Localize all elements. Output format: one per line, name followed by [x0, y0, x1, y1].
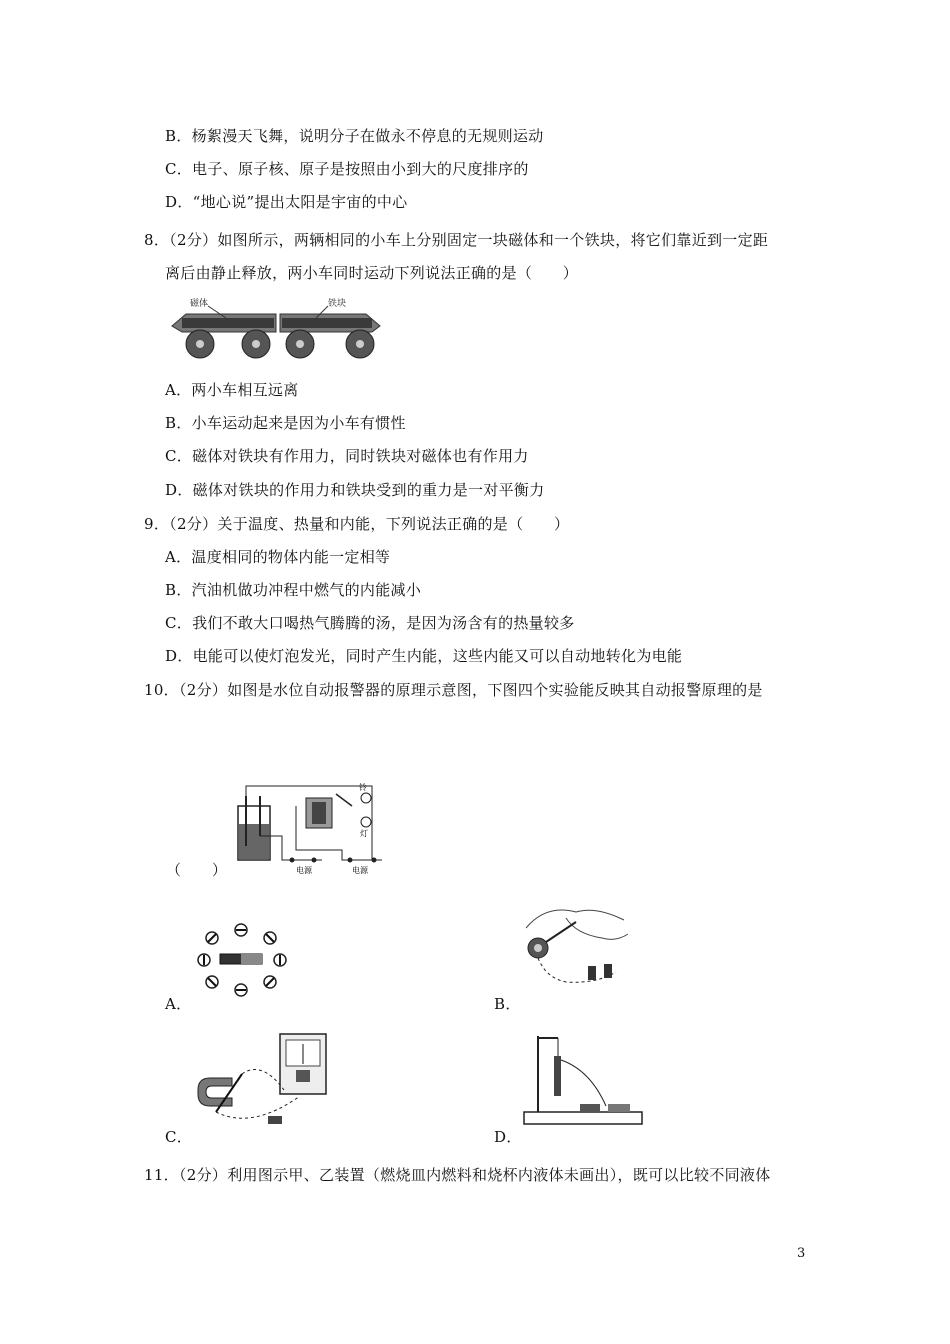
q9-option-a: A．温度相同的物体内能一定相等: [165, 548, 391, 566]
q10-alarm-circuit-figure: [232, 776, 392, 876]
bell-label: 铃: [359, 783, 367, 792]
q10-figure-d-stand: [520, 1030, 650, 1130]
q10-option-d-label: D．: [494, 1128, 522, 1146]
q10-figure-c-galvanometer: [192, 1030, 332, 1130]
q8-option-b: B．小车运动起来是因为小车有惯性: [165, 414, 406, 432]
q7-option-d: D．“地心说”提出太阳是宇宙的中心: [165, 193, 408, 211]
q7-option-b: B．杨絮漫天飞舞，说明分子在做永不停息的无规则运动: [165, 127, 544, 145]
q8-stem-line1: 8．（2分）如图所示，两辆相同的小车上分别固定一块磁体和一个铁块，将它们靠近到一定距: [144, 231, 769, 249]
q9-option-c: C．我们不敢大口喝热气腾腾的汤，是因为汤含有的热量较多: [165, 614, 575, 632]
q10-figure-b-microphone: [516, 898, 636, 998]
lamp-label: 灯: [360, 829, 368, 838]
page-number: 3: [797, 1246, 806, 1261]
magnet-label: 磁体: [190, 299, 209, 309]
q8-stem-line2: 离后由静止释放，两小车同时运动下列说法正确的是（ ）: [165, 264, 579, 282]
q10-answer-bracket: （ ）: [166, 861, 228, 879]
q9-stem: 9．（2分）关于温度、热量和内能，下列说法正确的是（ ）: [144, 515, 570, 533]
iron-label: 铁块: [328, 299, 347, 309]
q11-stem: 11．（2分）利用图示甲、乙装置（燃烧皿内燃料和烧杯内液体未画出），既可以比较不同液体: [144, 1166, 771, 1184]
q10-option-c-label: C．: [165, 1128, 193, 1146]
q9-option-d: D．电能可以使灯泡发光，同时产生内能，这些内能又可以自动地转化为电能: [165, 647, 683, 665]
power-label-1: 电源: [296, 866, 312, 875]
q10-option-a-label: A．: [165, 995, 192, 1013]
q8-option-a: A．两小车相互远离: [165, 381, 299, 399]
q8-option-d: D．磁体对铁块的作用力和铁块受到的重力是一对平衡力: [165, 481, 545, 499]
power-label-2: 电源: [352, 866, 368, 875]
q7-option-c: C．电子、原子核、原子是按照由小到大的尺度排序的: [165, 160, 529, 178]
q10-option-b-label: B．: [494, 995, 521, 1013]
q8-figure-carts: [168, 296, 388, 366]
q10-stem: 10．（2分）如图是水位自动报警器的原理示意图，下图四个实验能反映其自动报警原理的是: [144, 681, 763, 699]
q8-option-c: C．磁体对铁块有作用力，同时铁块对磁体也有作用力: [165, 447, 529, 465]
q9-option-b: B．汽油机做功冲程中燃气的内能减小: [165, 581, 422, 599]
q10-figure-a-magnet-compasses: [192, 920, 292, 1000]
